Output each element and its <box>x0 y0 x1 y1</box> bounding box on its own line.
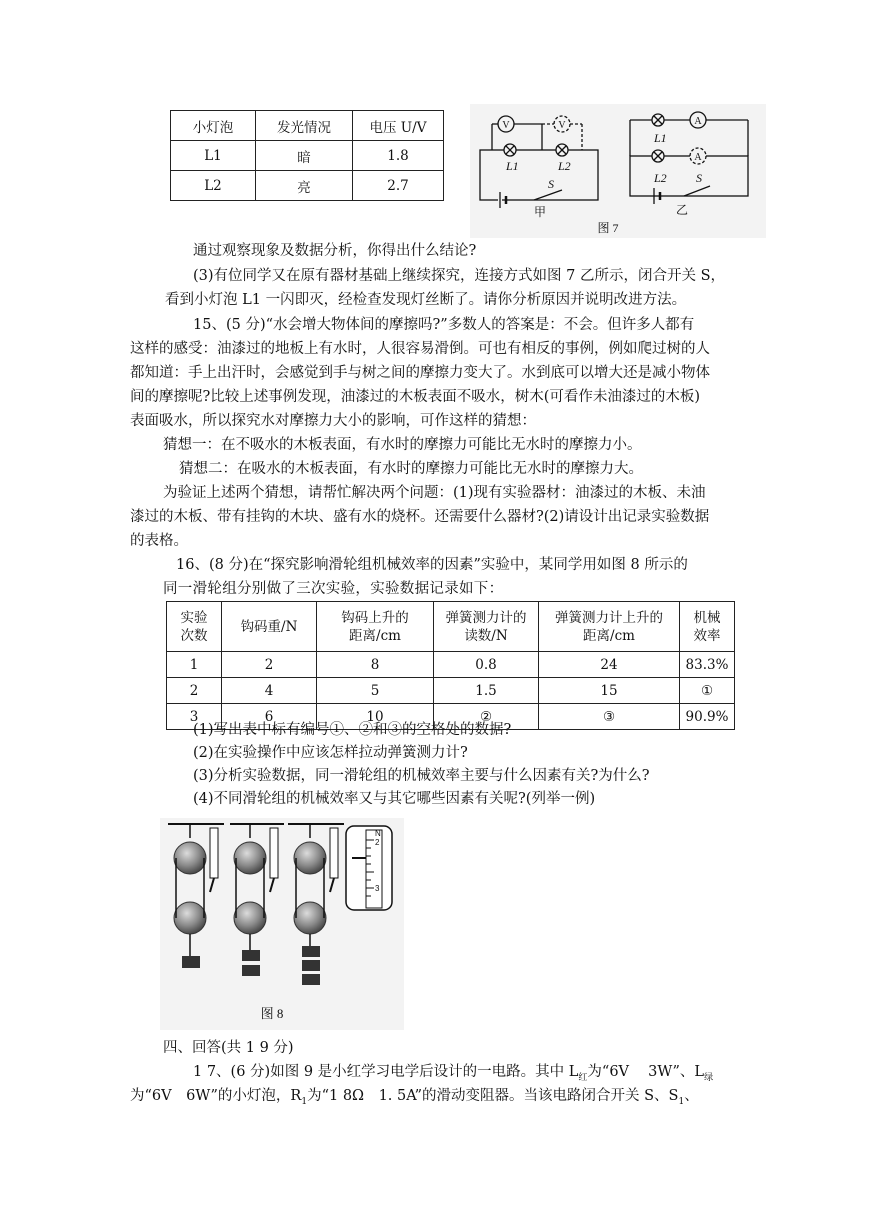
question-16-line: 16、(8 分)在“探究影响滑轮组机械效率的因素”实验中，某同学用如图 8 所示的 <box>176 557 688 573</box>
table-cell: L1 <box>171 141 256 171</box>
table-header-row <box>167 602 735 652</box>
pulley-diagrams <box>160 818 404 1030</box>
circuit-diagrams <box>470 104 766 238</box>
table-cell: 2 <box>222 652 317 678</box>
switch-label: S <box>548 177 554 191</box>
section-heading: 四、回答(共 1 9 分) <box>163 1040 294 1056</box>
table-cell: 10 <box>317 704 434 730</box>
lamp-l2-label: L2 <box>654 171 667 185</box>
table-header-cell: 实验 次数 <box>167 602 222 652</box>
table-cell: 24 <box>539 652 680 678</box>
table-cell: ② <box>434 704 539 730</box>
table-cell: 暗 <box>256 141 353 171</box>
table-row <box>167 652 735 678</box>
table-header-cell: 小灯泡 <box>171 111 256 141</box>
table-header-cell: 弹簧测力计的 读数/N <box>434 602 539 652</box>
table-cell: 83.3% <box>680 652 735 678</box>
table-row <box>167 678 735 704</box>
table-header-row <box>171 111 444 141</box>
subscript: 红 <box>578 1072 588 1083</box>
question-15-line: 表面吸水，所以探究水对摩擦力大小的影响，可作这样的猜想： <box>130 413 536 429</box>
ammeter-label: A <box>694 152 702 163</box>
question-15-line: 这样的感受：油漆过的地板上有水时，人很容易滑倒。可也有相反的事例，例如爬过树的人 <box>130 341 710 357</box>
table-header-cell: 钩码重/N <box>222 602 317 652</box>
lamp-l2-label: L2 <box>558 159 571 173</box>
lamp-l1-label: L1 <box>654 131 667 145</box>
guess-two: 猜想二：在吸水的木板表面，有水时的摩擦力可能比无水时的摩擦力大。 <box>179 461 643 477</box>
paragraph-line: 通过观察现象及数据分析，你得出什么结论? <box>193 243 477 259</box>
figure7 <box>470 104 766 238</box>
table-cell: 3 <box>167 704 222 730</box>
table-cell: 5 <box>317 678 434 704</box>
table-cell: 0.8 <box>434 652 539 678</box>
figure-jia-label: 甲 <box>533 205 547 219</box>
sub-question: (1)写出表中标有编号①、②和③的空格处的数据? <box>193 722 512 738</box>
question-15-line: 为验证上述两个猜想，请帮忙解决两个问题：(1)现有实验器材：油漆过的木板、未油 <box>163 485 706 501</box>
table-cell: 1.5 <box>434 678 539 704</box>
table-cell: 2 <box>167 678 222 704</box>
subscript: 1 <box>678 1096 685 1107</box>
sub-question: (4)不同滑轮组的机械效率又与其它哪些因素有关呢?(列举一例) <box>193 791 596 807</box>
ammeter-label: A <box>694 116 702 127</box>
scale-unit-label: N <box>375 829 381 838</box>
paragraph-line: 看到小灯泡 L1 一闪即灭，经检查发现灯丝断了。请你分析原因并说明改进方法。 <box>165 292 687 308</box>
text-run: 、 <box>684 1088 699 1104</box>
question-16-line: 同一滑轮组分别做了三次实验，实验数据记录如下： <box>163 581 504 597</box>
pulley-setup <box>294 824 338 985</box>
paragraph-line: (3)有位同学又在原有器材基础上继续探究，连接方式如图 7 乙所示，闭合开关 S， <box>193 268 726 284</box>
table-cell: 6 <box>222 704 317 730</box>
switch-label: S <box>696 171 702 185</box>
scale-tick-label: 2 <box>375 838 380 847</box>
table-header-cell: 弹簧测力计上升的 距离/cm <box>539 602 680 652</box>
table-cell: 4 <box>222 678 317 704</box>
table-row <box>171 141 444 171</box>
pulley-setup <box>234 824 278 976</box>
voltmeter-label: V <box>558 120 566 131</box>
question-15-line: 都知道：手上出汗时，会感觉到手与树之间的摩擦力变大了。水到底可以增大还是减小物体 <box>130 365 710 381</box>
question-15-line: 漆过的木板、带有挂钩的木块、盛有水的烧杯。还需要什么器材?(2)请设计出记录实验数据 <box>130 509 710 525</box>
question-15-line: 15、(5 分)“水会增大物体间的摩擦吗?”多数人的答案是：不会。但许多人都有 <box>193 317 695 333</box>
lamp-table <box>170 110 444 201</box>
table-cell: 8 <box>317 652 434 678</box>
text-run: 为“6V 3W”、L <box>587 1064 705 1080</box>
table-cell: 亮 <box>256 171 353 201</box>
question-15-line: 的表格。 <box>130 533 188 549</box>
table-row <box>171 171 444 201</box>
pulley-data-table <box>166 601 735 730</box>
figure8-caption: 图 8 <box>260 1006 284 1021</box>
question-17-line <box>193 1062 713 1088</box>
sub-question: (2)在实验操作中应该怎样拉动弹簧测力计? <box>193 745 468 761</box>
table-cell: L2 <box>171 171 256 201</box>
guess-one: 猜想一：在不吸水的木板表面，有水时的摩擦力可能比无水时的摩擦力小。 <box>163 437 642 453</box>
table-cell: ① <box>680 678 735 704</box>
text-run: 为“6V 6W”的小灯泡，R <box>130 1088 302 1104</box>
figure8 <box>160 818 404 1030</box>
table-cell: 1.8 <box>353 141 444 171</box>
question-17-line <box>130 1086 699 1112</box>
subscript: 1 <box>301 1096 308 1107</box>
text-run: 为“1 8Ω 1. 5A”的滑动变阻器。当该电路闭合开关 S、S <box>307 1088 679 1104</box>
scale-tick-label: 3 <box>375 884 380 893</box>
table-cell: 1 <box>167 652 222 678</box>
table-header-cell: 电压 U/V <box>353 111 444 141</box>
table-cell: 2.7 <box>353 171 444 201</box>
figure7-caption: 图 7 <box>597 221 619 235</box>
sub-question: (3)分析实验数据，同一滑轮组的机械效率主要与什么因素有关?为什么? <box>193 768 650 784</box>
question-15-line: 间的摩擦呢?比较上述事例发现，油漆过的木板表面不吸水，树木(可看作未油漆过的木板) <box>130 389 701 405</box>
lamp-l1-label: L1 <box>506 159 519 173</box>
voltmeter-label: V <box>502 120 510 131</box>
figure-yi-label: 乙 <box>675 203 689 217</box>
subscript: 绿 <box>704 1072 714 1083</box>
table-header-cell: 钩码上升的 距离/cm <box>317 602 434 652</box>
pulley-setup <box>174 824 218 968</box>
table-cell: 15 <box>539 678 680 704</box>
table-cell: 90.9% <box>680 704 735 730</box>
text-run: 1 7、(6 分)如图 9 是小红学习电学后设计的一电路。其中 L <box>193 1064 579 1080</box>
table-cell: ③ <box>539 704 680 730</box>
table-header-cell: 发光情况 <box>256 111 353 141</box>
table-header-cell: 机械 效率 <box>680 602 735 652</box>
